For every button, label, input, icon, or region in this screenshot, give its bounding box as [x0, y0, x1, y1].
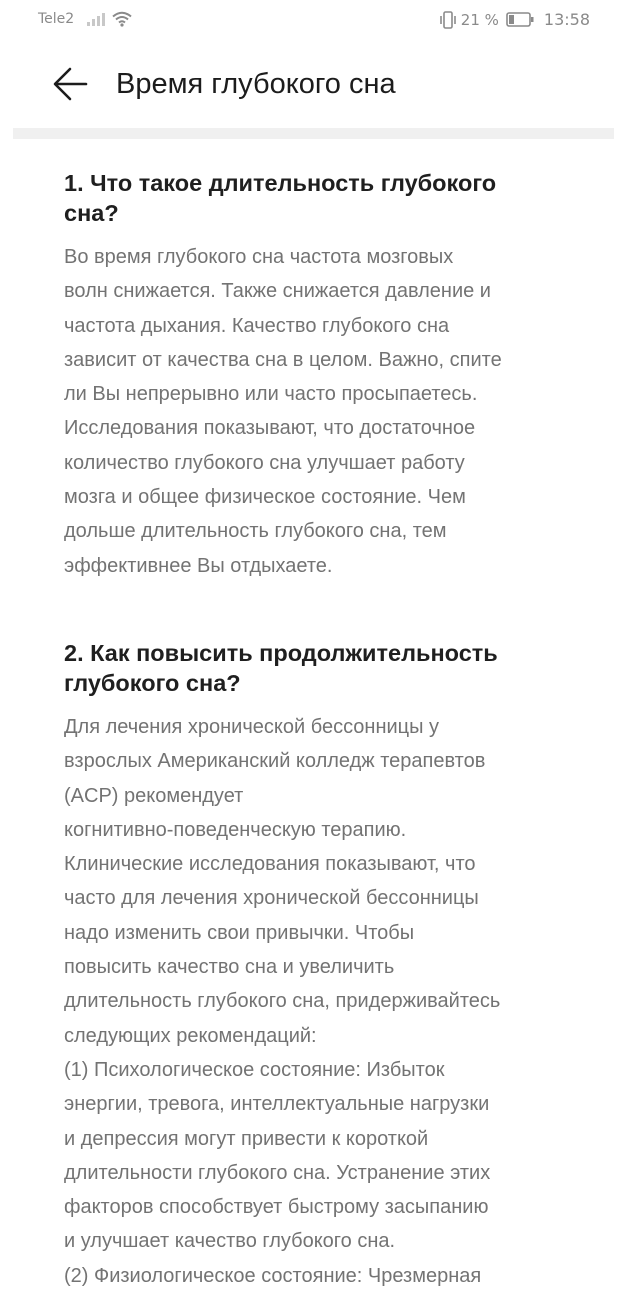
body-line: и улучшает качество глубокого сна. — [64, 1230, 396, 1253]
arrow-left-icon — [50, 64, 94, 108]
body-line: (ACP) рекомендует — [64, 784, 244, 807]
heading-line: 2. Как повысить продолжительность — [64, 639, 498, 666]
battery-percent: 21 % — [460, 10, 499, 29]
body-line: когнитивно-поведенческую терапию. — [64, 818, 407, 841]
status-right — [439, 10, 590, 29]
body-line: дольше длительность глубокого сна, тем — [64, 520, 447, 543]
app-bar — [0, 44, 627, 126]
vibrate-icon — [439, 11, 457, 29]
body-line: волн снижается. Также снижается давление и — [64, 280, 491, 303]
status-time: 13:58 — [543, 10, 590, 29]
article-content — [64, 168, 569, 1293]
body-line: Исследования показывают, что достаточное — [64, 417, 476, 440]
heading-line: сна? — [64, 200, 119, 226]
heading-line: глубокого сна? — [64, 669, 241, 696]
wifi-icon — [112, 11, 132, 27]
body-line: следующих рекомендаций: — [64, 1024, 317, 1047]
body-line: частота дыхания. Качество глубокого сна — [64, 314, 450, 337]
body-line: зависит от качества сна в целом. Важно, спите — [64, 348, 502, 371]
section-what-is-deep-sleep — [64, 168, 569, 583]
body-line: и депрессия могут привести к короткой — [64, 1127, 429, 1150]
body-line: часто для лечения хронической бессонницы — [64, 887, 479, 910]
body-line: ли Вы непрерывно или часто просыпаетесь. — [64, 383, 478, 406]
section-heading — [64, 638, 569, 698]
body-line: длительности глубокого сна. Устранение этих — [64, 1161, 491, 1184]
body-line: (2) Физиологическое состояние: Чрезмерная — [64, 1264, 482, 1287]
body-line: Клинические исследования показывают, что — [64, 853, 476, 876]
signal-icon — [86, 12, 108, 26]
status-bar — [0, 0, 627, 40]
back-button[interactable] — [50, 64, 94, 108]
body-line: длительность глубокого сна, придерживайтесь — [64, 990, 501, 1013]
body-line: Для лечения хронической бессонницы у — [64, 715, 440, 738]
section-heading — [64, 168, 569, 228]
body-line: повысить качество сна и увеличить — [64, 956, 395, 979]
header-divider — [13, 128, 614, 139]
body-line: Во время глубокого сна частота мозговых — [64, 246, 454, 268]
carrier-name: Tele2 — [38, 11, 75, 27]
body-line: количество глубокого сна улучшает работу — [64, 451, 465, 474]
body-line: эффективнее Вы отдыхаете. — [64, 554, 333, 577]
body-line: энергии, тревога, интеллектуальные нагрузки — [64, 1093, 490, 1116]
body-line: надо изменить свои привычки. Чтобы — [64, 921, 415, 944]
body-line: (1) Психологическое состояние: Избыток — [64, 1058, 445, 1081]
section-how-to-improve — [64, 638, 569, 1293]
battery-icon — [506, 12, 534, 27]
page-title: Время глубокого сна — [116, 68, 396, 100]
heading-line: 1. Что такое длительность глубокого — [64, 170, 497, 196]
body-line: взрослых Американский колледж терапевтов — [64, 750, 486, 773]
status-left — [38, 11, 132, 27]
body-line: факторов способствует быстрому засыпанию — [64, 1196, 489, 1219]
section-body — [64, 240, 569, 583]
section-body — [64, 710, 569, 1293]
body-line: мозга и общее физическое состояние. Чем — [64, 486, 466, 509]
